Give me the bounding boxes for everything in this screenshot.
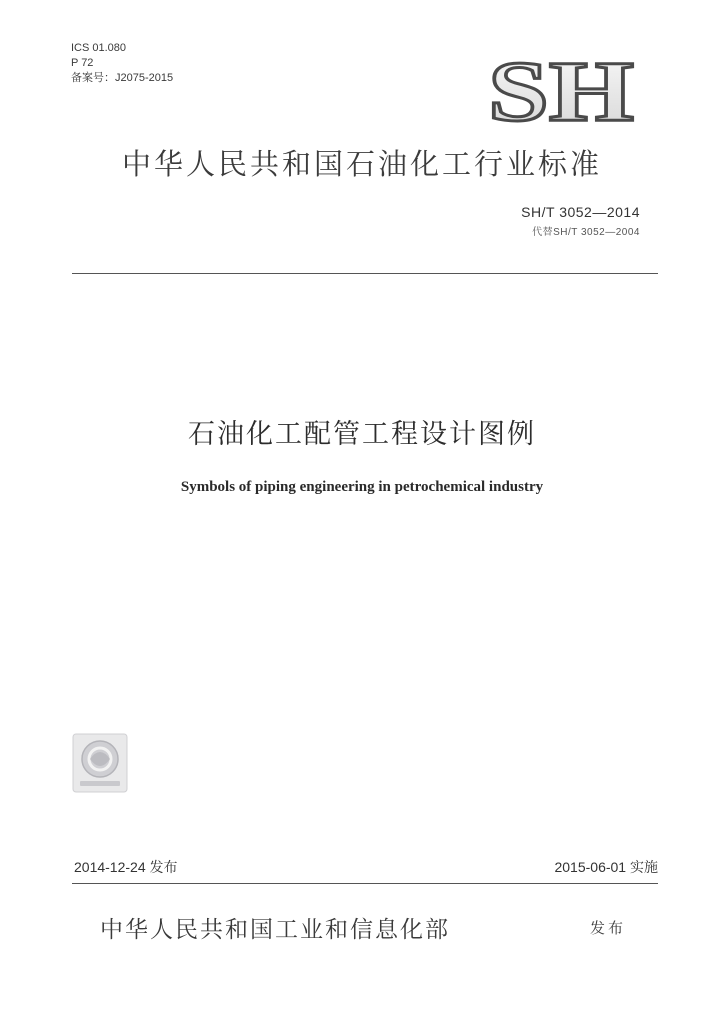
header-divider <box>72 273 658 274</box>
issue-date: 2014-12-24 发布 <box>74 859 178 875</box>
footer-divider <box>72 883 658 884</box>
svg-text:SH: SH <box>488 54 634 126</box>
classification-block <box>71 41 173 86</box>
replaces-standard: 代替SH/T 3052—2004 <box>532 227 640 238</box>
publisher-name: 中华人民共和国工业和信息化部 <box>100 917 450 943</box>
standard-number: SH/T 3052—2014 <box>521 204 640 220</box>
publish-label: 发布 <box>590 919 627 937</box>
filing-number: 备案号：J2075-2015 <box>71 72 174 84</box>
category-code: P 72 <box>71 57 94 69</box>
document-title: 石油化工配管工程设计图例 <box>188 419 536 450</box>
standard-number-block <box>521 204 640 238</box>
industry-standard-title: 中华人民共和国石油化工行业标准 <box>121 147 602 181</box>
effective-date: 2015-06-01 实施 <box>554 859 658 875</box>
document-title-english: Symbols of piping engineering in petrochemical industry <box>180 479 544 495</box>
sh-logo <box>486 54 636 126</box>
ics-code: ICS 01.080 <box>71 42 127 54</box>
anti-counterfeit-seal-icon <box>72 733 128 793</box>
